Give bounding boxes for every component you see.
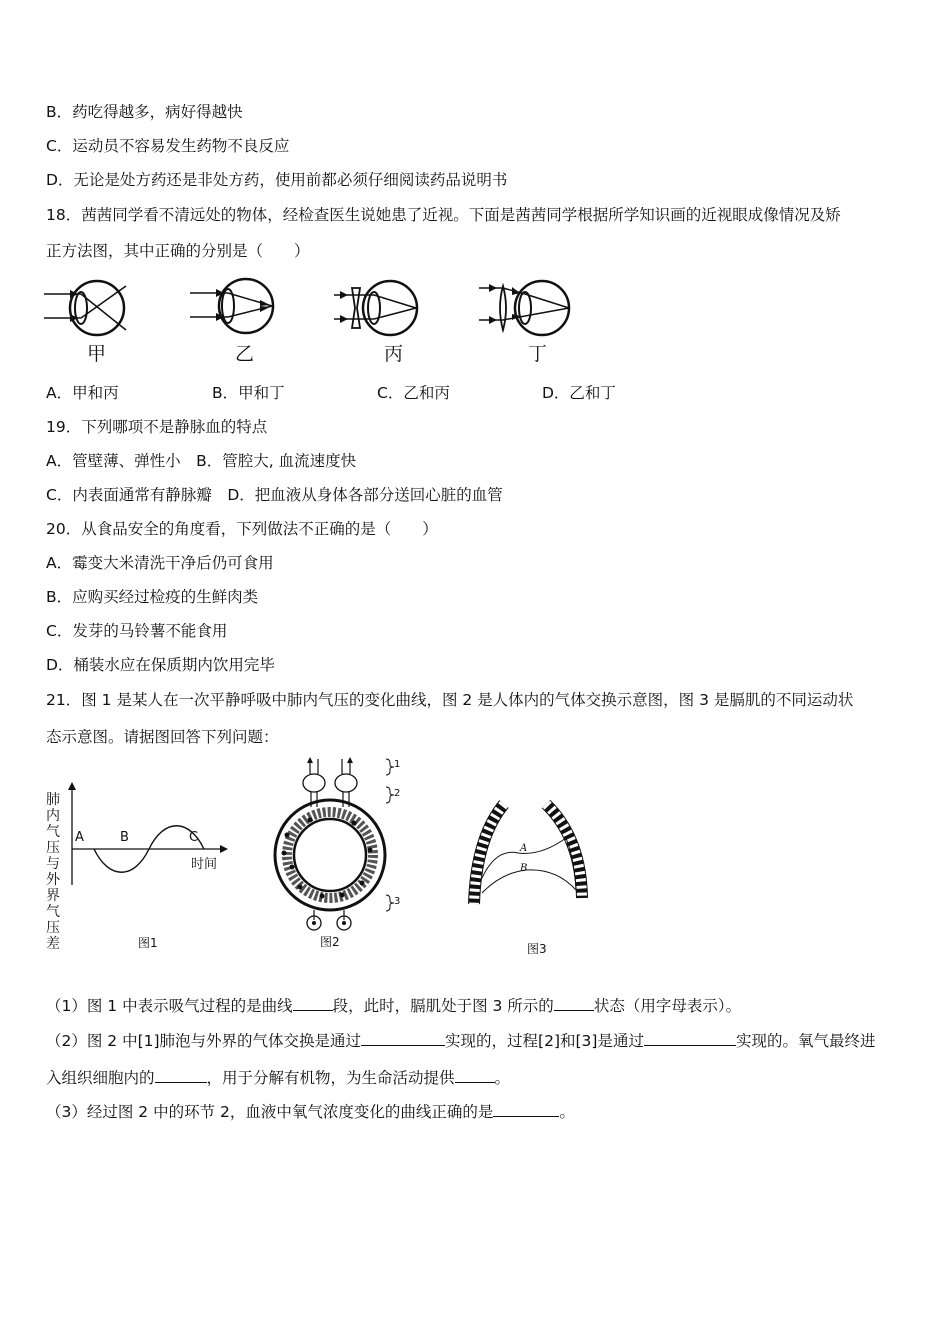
fig1-curve bbox=[64, 780, 234, 890]
q17-option-c: C．运动员不容易发生药物不良反应 bbox=[46, 137, 290, 155]
fig3-diaphragm bbox=[466, 798, 606, 913]
q18-stem-line2: 正方法图，其中正确的分别是（ ） bbox=[46, 242, 310, 260]
q18-option-c: C．乙和丙 bbox=[377, 384, 450, 402]
q21-sub2-text-a: （2）图 2 中[1]肺泡与外界的气体交换是通过 bbox=[46, 1032, 362, 1050]
eye-label-jia: 甲 bbox=[87, 343, 107, 365]
q21-stem-line1: 21．图 1 是某人在一次平静呼吸中肺内气压的变化曲线，图 2 是人体内的气体交换示意图，图 3 是膈肌的不同运动状 bbox=[46, 691, 854, 709]
q19-options-cd: C．内表面通常有静脉瓣 D．把血液从身体各部分送回心脏的血管 bbox=[46, 486, 503, 504]
q21-sub2-text-d: 入组织细胞内的 bbox=[46, 1069, 155, 1087]
q21-sub1-blank-1[interactable] bbox=[293, 994, 333, 1011]
q17-option-d: D．无论是处方药还是非处方药，使用前都必须仔细阅读药品说明书 bbox=[46, 171, 508, 189]
eye-diagram-ding bbox=[479, 278, 574, 338]
q21-sub1-text-c: 状态（用字母表示）。 bbox=[593, 997, 742, 1015]
q19-options-ab: A．管壁薄、弹性小 B．管腔大, 血流速度快 bbox=[46, 452, 357, 470]
q21-sub2-blank-1[interactable] bbox=[361, 1029, 445, 1046]
q21-sub2-text-e: ，用于分解有机物，为生命活动提供 bbox=[206, 1069, 455, 1087]
q20-option-c: C．发芽的马铃薯不能食用 bbox=[46, 622, 228, 640]
q18-stem-line1: 18．茜茜同学看不清远处的物体，经检查医生说她患了近视。下面是茜茜同学根据所学知识画的近视眼成像情况及矫 bbox=[46, 206, 841, 224]
figure-2 bbox=[262, 755, 412, 955]
q21-sub1 bbox=[46, 994, 741, 1016]
fig1-point-a: A bbox=[75, 830, 84, 845]
eye-diagram-jia bbox=[44, 278, 134, 338]
q21-stem-line2: 态示意图。请据图回答下列问题： bbox=[46, 728, 279, 746]
q21-sub2-line2 bbox=[46, 1066, 510, 1088]
fig2-label-2: 2 bbox=[394, 788, 401, 799]
q21-sub1-blank-2[interactable] bbox=[554, 994, 594, 1011]
fig3-label-a: A bbox=[520, 843, 528, 854]
q19-stem: 19．下列哪项不是静脉血的特点 bbox=[46, 418, 268, 436]
q18-option-a: A．甲和丙 bbox=[46, 384, 119, 402]
fig2-label-3: 3 bbox=[394, 896, 401, 907]
q21-sub2-blank-4[interactable] bbox=[455, 1066, 495, 1083]
fig3-caption: 图3 bbox=[527, 942, 547, 956]
q20-option-b: B．应购买经过检疫的生鲜肉类 bbox=[46, 588, 259, 606]
q21-sub2-text-f: 。 bbox=[494, 1069, 511, 1087]
q18-option-d: D．乙和丁 bbox=[542, 384, 616, 402]
q21-sub2-text-b: 实现的，过程[2]和[3]是通过 bbox=[445, 1032, 644, 1050]
fig1-caption: 图1 bbox=[138, 936, 158, 950]
q21-sub3-blank-1[interactable] bbox=[493, 1100, 559, 1117]
fig2-caption: 图2 bbox=[320, 935, 340, 949]
eye-diagram-bing bbox=[334, 278, 424, 338]
fig2-label-1: 1 bbox=[394, 759, 401, 770]
q17-option-b: B．药吃得越多，病好得越快 bbox=[46, 103, 243, 121]
figure-1 bbox=[44, 780, 234, 950]
q21-sub3-text-a: （3）经过图 2 中的环节 2，血液中氧气浓度变化的曲线正确的是 bbox=[46, 1103, 494, 1121]
q21-sub3 bbox=[46, 1100, 575, 1122]
q21-sub1-text-b: 段，此时，膈肌处于图 3 所示的 bbox=[332, 997, 554, 1015]
q20-option-a: A．霉变大米清洗干净后仍可食用 bbox=[46, 554, 274, 572]
q18-option-b: B．甲和丁 bbox=[212, 384, 285, 402]
q21-sub2-blank-2[interactable] bbox=[644, 1029, 736, 1046]
q21-sub2-text-c: 实现的。氧气最终进 bbox=[735, 1032, 876, 1050]
fig1-point-c: C bbox=[189, 830, 199, 845]
eye-diagram-yi bbox=[190, 276, 280, 336]
fig3-label-b: B bbox=[520, 863, 528, 874]
fig1-xlabel: 时间 bbox=[191, 857, 218, 872]
eye-label-yi: 乙 bbox=[235, 343, 255, 365]
fig2-brackets bbox=[382, 755, 402, 915]
q20-stem: 20．从食品安全的角度看，下列做法不正确的是（ ） bbox=[46, 520, 438, 538]
fig1-point-b: B bbox=[120, 830, 129, 845]
figure-3 bbox=[466, 798, 606, 963]
q21-sub3-text-b: 。 bbox=[559, 1103, 575, 1121]
eye-label-bing: 丙 bbox=[384, 343, 404, 365]
q21-sub2-blank-3[interactable] bbox=[155, 1066, 207, 1083]
q18-options bbox=[46, 383, 746, 403]
q21-sub2-line1 bbox=[46, 1029, 875, 1051]
eye-label-ding: 丁 bbox=[528, 343, 548, 365]
q21-sub1-text-a: （1）图 1 中表示吸气过程的是曲线 bbox=[46, 997, 293, 1015]
q20-option-d: D．桶装水应在保质期内饮用完毕 bbox=[46, 656, 275, 674]
fig1-ylabel: 肺内气压与外界气压差 bbox=[46, 792, 60, 952]
